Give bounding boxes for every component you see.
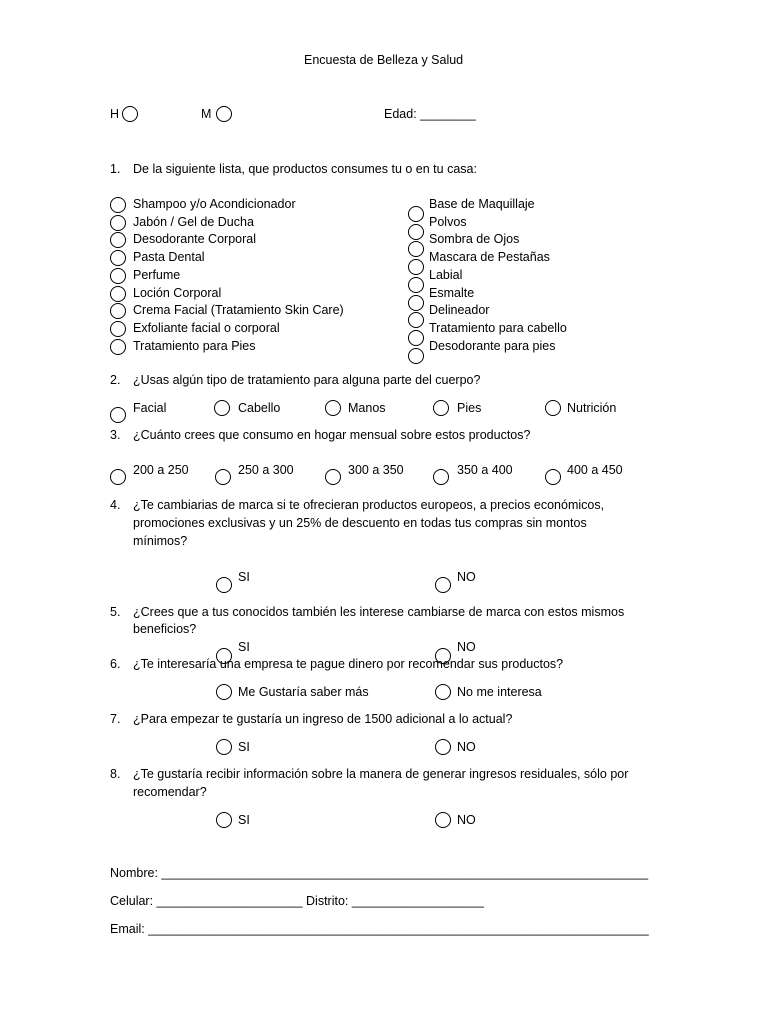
q1-right-checkbox[interactable]: [408, 277, 424, 293]
q3-option-400: 400 a 450: [567, 463, 623, 477]
q1-left-option: Exfoliante facial o corporal: [133, 320, 280, 335]
gender-m-radio[interactable]: [216, 106, 232, 122]
q1-left-option: Shampoo y/o Acondicionador: [133, 197, 296, 211]
q1-right-option: Sombra de Ojos: [429, 232, 520, 247]
q3-radio-300[interactable]: [325, 469, 341, 485]
q5-option-si: SI: [238, 640, 250, 654]
q7-text: ¿Para empezar te gustaría un ingreso de 1500 adicional a lo actual?: [133, 712, 513, 726]
q4-number: 4.: [110, 498, 121, 512]
gender-h-radio[interactable]: [122, 106, 138, 122]
q1-text: De la siguiente lista, que productos consumes tu o en tu casa:: [133, 162, 477, 176]
phone-district-field[interactable]: Celular: _____________________ Distrito: ___________________: [110, 894, 484, 908]
q2-radio-pies[interactable]: [433, 400, 449, 416]
q2-option-manos: Manos: [348, 401, 386, 415]
q3-radio-350[interactable]: [433, 469, 449, 485]
q4-option-no: NO: [457, 570, 476, 584]
q1-left-checkbox[interactable]: [110, 303, 126, 319]
gender-m-label: M: [201, 107, 212, 121]
q1-right-option: Tratamiento para cabello: [429, 320, 567, 335]
q2-number: 2.: [110, 373, 121, 387]
q8-option-no: NO: [457, 813, 476, 827]
q6-text: ¿Te interesaría una empresa te pague dinero por recomendar sus productos?: [133, 657, 564, 671]
q7-option-si: SI: [238, 740, 250, 754]
q6-radio-interested[interactable]: [216, 684, 232, 700]
q1-right-checkbox[interactable]: [408, 348, 424, 364]
q1-right-option: Labial: [429, 267, 463, 282]
q2-option-nutricion: Nutrición: [567, 401, 617, 415]
q1-right-checkbox[interactable]: [408, 241, 424, 257]
email-field[interactable]: Email: ________________________________________________________________________: [110, 922, 649, 936]
q3-text: ¿Cuánto crees que consumo en hogar mensual sobre estos productos?: [133, 428, 531, 442]
q1-left-option: Tratamiento para Pies: [133, 338, 256, 353]
q8-radio-no[interactable]: [435, 812, 451, 828]
q1-right-option: Delineador: [429, 303, 490, 318]
q6-option-interested: Me Gustaría saber más: [238, 685, 369, 699]
q3-radio-400[interactable]: [545, 469, 561, 485]
q2-option-cabello: Cabello: [238, 401, 281, 415]
q8-option-si: SI: [238, 813, 250, 827]
q2-option-facial: Facial: [133, 401, 167, 415]
q6-option-not-interested: No me interesa: [457, 685, 542, 699]
q3-option-200: 200 a 250: [133, 463, 189, 477]
age-field[interactable]: Edad: ________: [384, 107, 476, 121]
q1-left-checkbox[interactable]: [110, 197, 126, 213]
q1-left-checkbox[interactable]: [110, 339, 126, 355]
q3-radio-250[interactable]: [215, 469, 231, 485]
survey-title: Encuesta de Belleza y Salud: [304, 53, 464, 67]
q5-text-line-2: beneficios?: [133, 622, 197, 636]
q1-right-option: Desodorante para pies: [429, 338, 556, 353]
q8-text-line-2: recomendar?: [133, 785, 207, 799]
q2-radio-nutricion[interactable]: [545, 400, 561, 416]
q7-option-no: NO: [457, 740, 476, 754]
q2-radio-facial[interactable]: [110, 407, 126, 423]
q1-left-checkbox[interactable]: [110, 232, 126, 248]
q3-option-300: 300 a 350: [348, 463, 404, 477]
q4-text-line-2: promociones exclusivas y un 25% de descuento en todas tus compras sin montos: [133, 516, 587, 530]
q7-radio-no[interactable]: [435, 739, 451, 755]
q8-number: 8.: [110, 767, 121, 781]
q1-right-checkbox[interactable]: [408, 224, 424, 240]
q5-number: 5.: [110, 605, 121, 619]
q7-radio-si[interactable]: [216, 739, 232, 755]
q1-right-option: Mascara de Pestañas: [429, 250, 550, 265]
q1-number: 1.: [110, 162, 121, 176]
q2-option-pies: Pies: [457, 401, 482, 415]
q1-right-checkbox[interactable]: [408, 330, 424, 346]
q1-left-checkbox[interactable]: [110, 268, 126, 284]
q1-left-option: Crema Facial (Tratamiento Skin Care): [133, 303, 344, 318]
q3-number: 3.: [110, 428, 121, 442]
q4-text-line-3: mínimos?: [133, 534, 188, 548]
q1-left-checkbox[interactable]: [110, 321, 126, 337]
q4-radio-no[interactable]: [435, 577, 451, 593]
q4-text-line-1: ¿Te cambiarias de marca si te ofrecieran productos europeos, a precios económicos,: [133, 498, 605, 512]
q6-radio-not-interested[interactable]: [435, 684, 451, 700]
name-field[interactable]: Nombre: ______________________________________________________________________: [110, 866, 649, 880]
q3-option-250: 250 a 300: [238, 463, 294, 477]
q1-right-option: Base de Maquillaje: [429, 197, 535, 211]
q3-option-350: 350 a 400: [457, 463, 513, 477]
q4-radio-si[interactable]: [216, 577, 232, 593]
q1-right-option: Esmalte: [429, 285, 475, 300]
q1-left-option: Jabón / Gel de Ducha: [133, 214, 254, 229]
q1-left-option: Pasta Dental: [133, 250, 205, 265]
q1-right-checkbox[interactable]: [408, 312, 424, 328]
q4-option-si: SI: [238, 570, 250, 584]
q5-text-line-1: ¿Crees que a tus conocidos también les interese cambiarse de marca con estos mismos: [133, 605, 625, 619]
q1-right-checkbox[interactable]: [408, 206, 424, 222]
q1-right-option: Polvos: [429, 214, 467, 229]
q1-left-option: Perfume: [133, 267, 181, 282]
gender-h-label: H: [110, 107, 120, 121]
q1-left-checkbox[interactable]: [110, 250, 126, 266]
q1-left-option: Desodorante Corporal: [133, 232, 256, 247]
q6-number: 6.: [110, 657, 121, 671]
q1-right-checkbox[interactable]: [408, 259, 424, 275]
q3-radio-200[interactable]: [110, 469, 126, 485]
q2-radio-manos[interactable]: [325, 400, 341, 416]
q1-left-checkbox[interactable]: [110, 215, 126, 231]
q8-radio-si[interactable]: [216, 812, 232, 828]
q1-left-checkbox[interactable]: [110, 286, 126, 302]
q8-text-line-1: ¿Te gustaría recibir información sobre la manera de generar ingresos residuales, sólo por: [133, 767, 629, 781]
q5-option-no: NO: [457, 640, 476, 654]
q7-number: 7.: [110, 712, 121, 726]
q2-radio-cabello[interactable]: [214, 400, 230, 416]
q2-text: ¿Usas algún tipo de tratamiento para alguna parte del cuerpo?: [133, 373, 481, 387]
q1-right-checkbox[interactable]: [408, 295, 424, 311]
q1-left-option: Loción Corporal: [133, 285, 222, 300]
